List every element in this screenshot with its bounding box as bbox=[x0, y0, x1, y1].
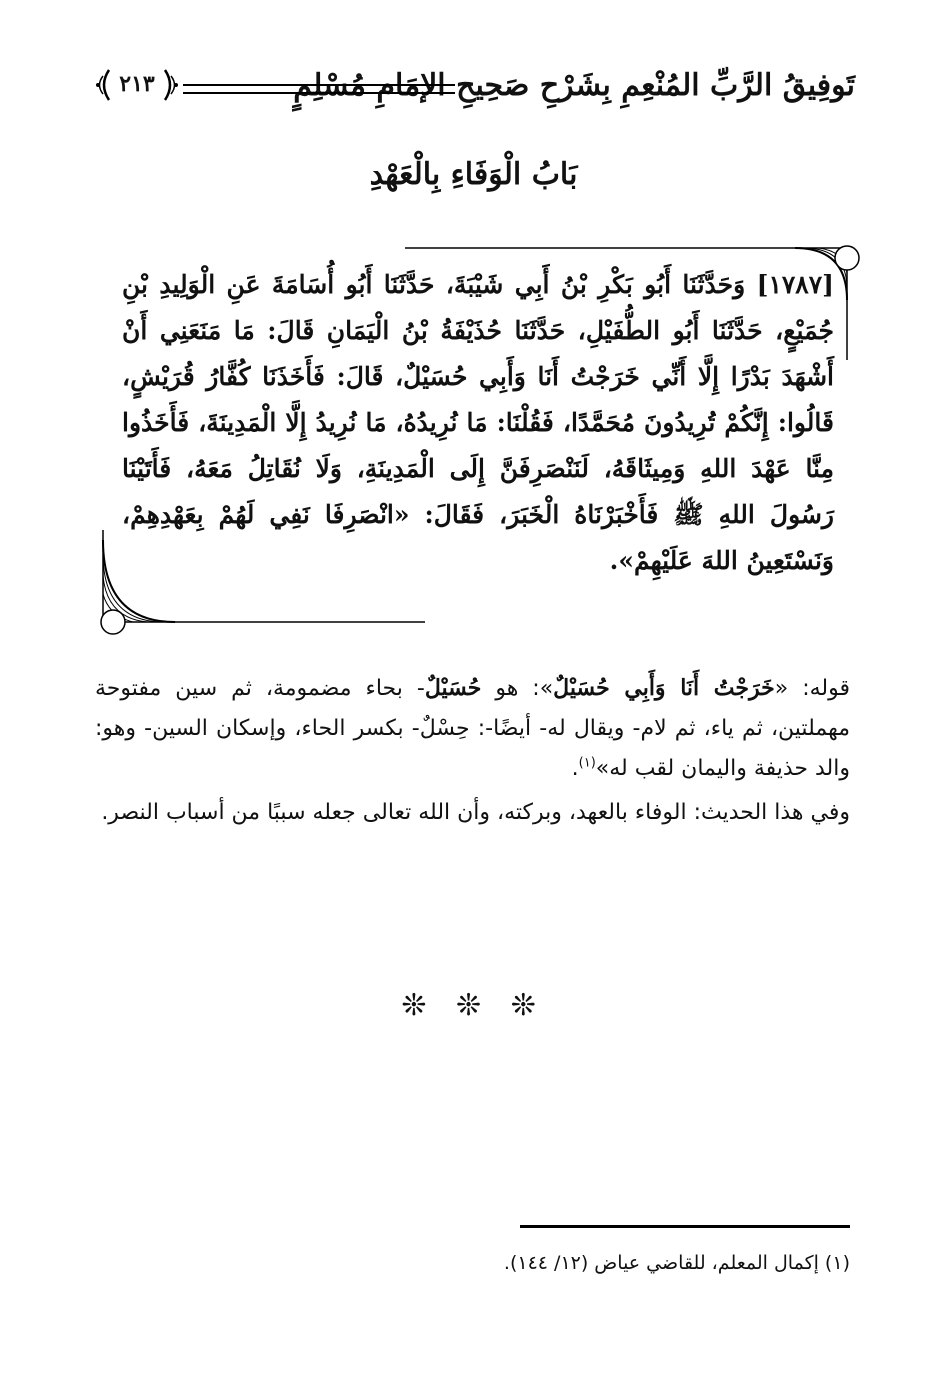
section-separator: ❊ ❊ ❊ bbox=[401, 988, 546, 1023]
footnote-reference[interactable]: (١) bbox=[578, 755, 596, 771]
running-header bbox=[95, 60, 855, 130]
commentary-end: . bbox=[571, 756, 579, 781]
quoted-phrase: خَرَجْتُ أَنَا وَأَبِي حُسَيْلٌ bbox=[553, 675, 775, 701]
page-number: ٢١٣ bbox=[119, 71, 155, 97]
footnote: (١) إكمال المعلم، للقاضي عياض (١٢/ ١٤٤). bbox=[503, 1252, 850, 1274]
commentary-prefix: قوله: « bbox=[774, 676, 850, 701]
commentary-mid: »: هو bbox=[481, 676, 554, 701]
commentary bbox=[95, 668, 850, 833]
commentary-paragraph-2: وفي هذا الحديث: الوفاء بالعهد، وبركته، وأن الله تعالى جعله سببًا من أسباب النصر. bbox=[101, 800, 850, 825]
header-double-rule bbox=[183, 84, 455, 94]
commentary-rest: - بحاء مضمومة، ثم سين مفتوحة مهملتين، ثم ياء، ثم لام- ويقال له- أيضًا-: حِسْلٌ- بكسر الحاء، وإسكان السين- وهو: والد حذيفة واليمان لقب له» bbox=[95, 676, 850, 781]
hadith-text: [١٧٨٧] وَحَدَّثَنَا أَبُو بَكْرِ بْنُ أَبِي شَيْبَةَ، حَدَّثَنَا أَبُو أُسَامَةَ عَنِ الْوَلِيدِ بْنِ جُمَيْعٍ، حَدَّثَنَا أَبُو الطُّفَيْلِ، حَدَّثَنَا حُذَيْفَةُ بْنُ الْيَمَانِ قَالَ: مَا مَنَعَنِي أَنْ أَشْهَدَ بَدْرًا إِلَّا أَنِّي خَرَجْتُ أَنَا وَأَبِي حُسَيْلٌ، قَالَ: فَأَخَذَنَا كُفَّارُ قُرَيْشٍ، قَالُوا: إِنَّكُمْ تُرِيدُونَ مُحَمَّدًا، فَقُلْنَا: مَا نُرِيدُهُ، مَا نُرِيدُ إِلَّا الْمَدِينَةَ، فَأَخَذُوا مِنَّا عَهْدَ اللهِ وَمِيثَاقَهُ، لَنَنْصَرِفَنَّ إِلَى الْمَدِينَةِ، وَلَا نُقَاتِلُ مَعَهُ، فَأَتَيْنَا رَسُولَ اللهِ ﷺ فَأَخْبَرْنَاهُ الْخَبَرَ، فَقَالَ: «انْصَرِفَا نَفِي لَهُمْ بِعَهْدِهِمْ، وَنَسْتَعِينُ اللهَ عَلَيْهِمْ». bbox=[122, 270, 834, 575]
book-title: تَوفِيقُ الرَّبِّ المُنْعِمِ بِشَرْحِ صَحِيحِ الإمَامِ مُسْلِمٍ bbox=[293, 68, 855, 103]
quoted-name: حُسَيْلٌ bbox=[424, 675, 482, 701]
footnote-rule bbox=[520, 1225, 850, 1228]
chapter-title: بَابُ الْوَفَاءِ بِالْعَهْدِ bbox=[369, 157, 578, 192]
commentary-paragraph bbox=[95, 668, 850, 789]
page-number-ornament bbox=[95, 66, 179, 104]
